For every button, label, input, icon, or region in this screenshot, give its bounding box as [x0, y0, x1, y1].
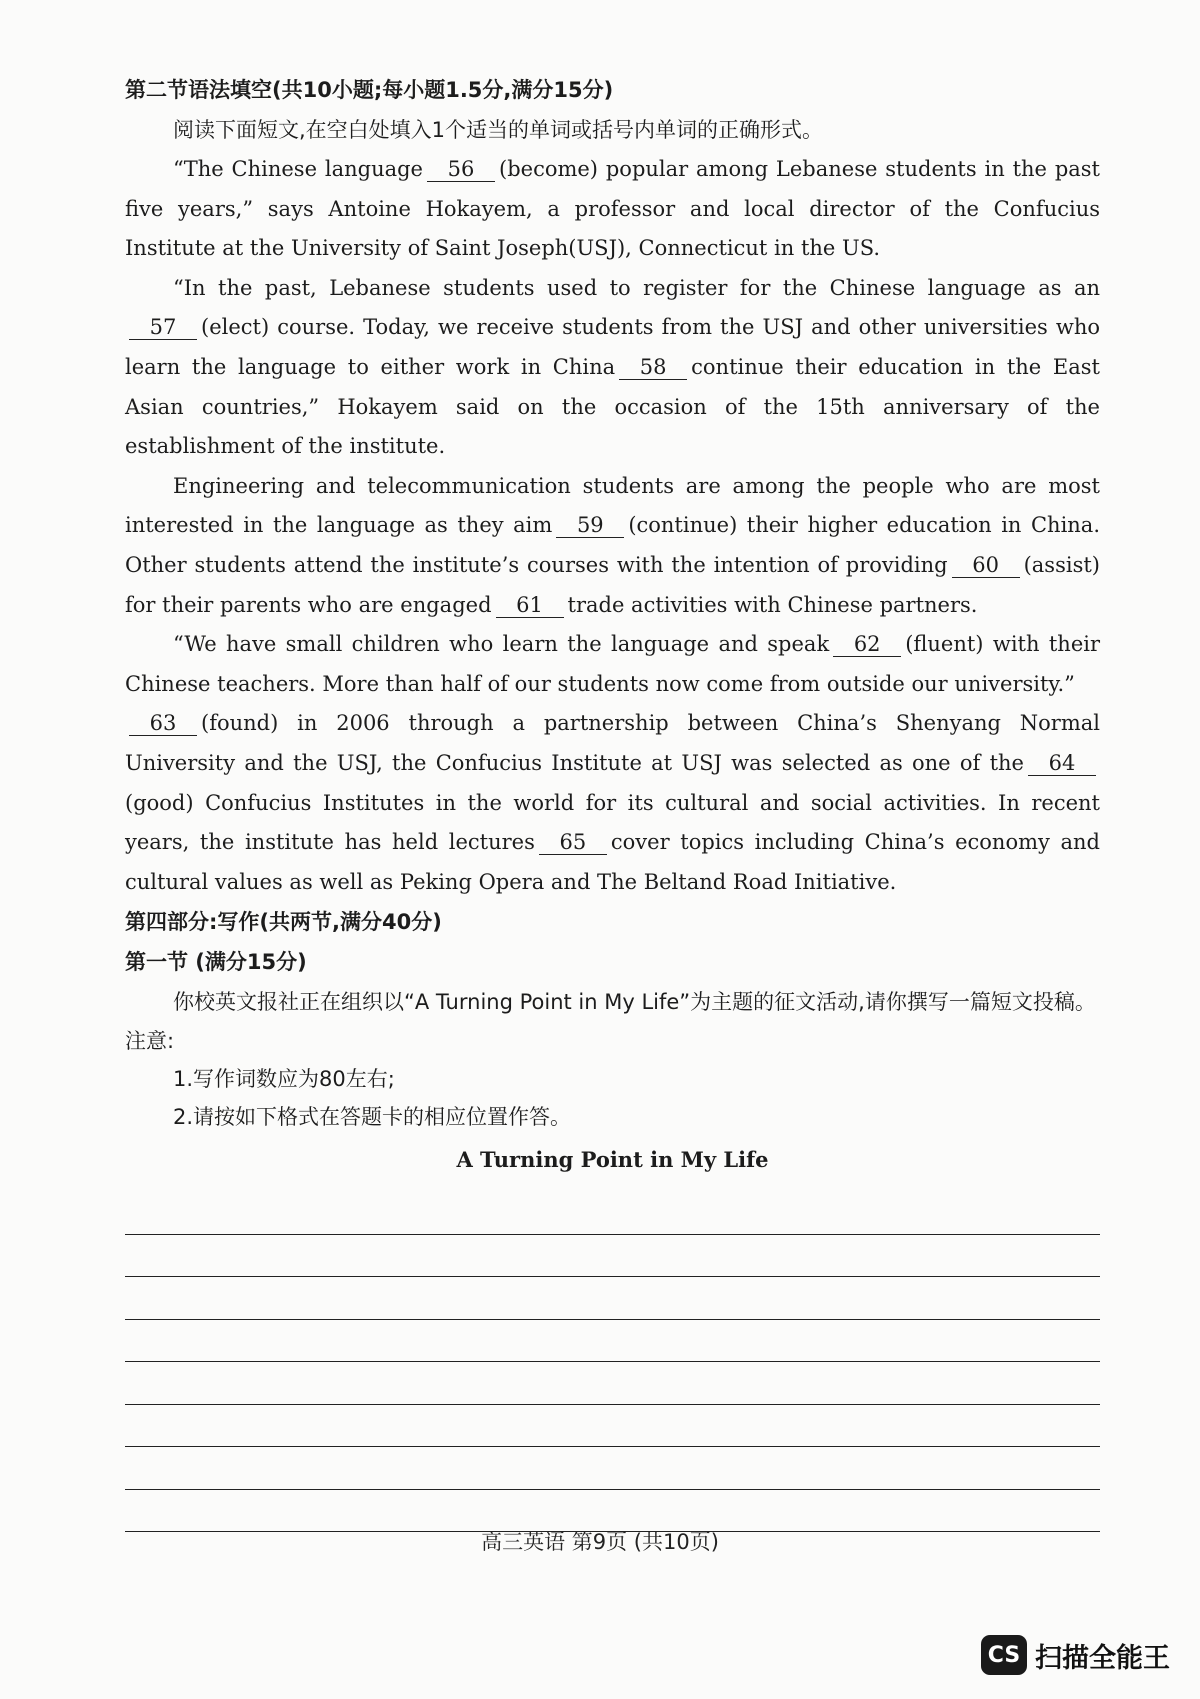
blank-60[interactable]: 60	[952, 553, 1020, 578]
paragraph-text: Engineering and telecommunication students are among the people who are most interested in the language as they aim	[125, 473, 1100, 538]
writing-line[interactable]	[125, 1320, 1100, 1363]
paragraph-text: (continue) their higher education in China. Other students attend the institute’s courses with the intention of providing	[125, 513, 1101, 577]
passage-paragraph-4	[125, 625, 1100, 704]
note-item-1: 1.写作词数应为80左右;	[173, 1067, 395, 1092]
writing-line[interactable]	[125, 1192, 1100, 1235]
paragraph-text: “In the past, Lebanese students used to register for the Chinese language as an	[173, 275, 1100, 300]
blank-63[interactable]: 63	[129, 711, 197, 736]
paragraph-text: (good) Confucius Institutes in the world for its cultural and social activities. In recent years, the institute has held lectures	[125, 790, 1100, 855]
writing-line[interactable]	[125, 1405, 1100, 1448]
cs-logo-icon: CS	[981, 1635, 1027, 1675]
note-label: 注意:	[125, 1029, 175, 1054]
paragraph-text: (fluent) with their Chinese teachers. More than half of our students now come from outside our university.”	[125, 632, 1101, 696]
part4-section1-title: 第一节 (满分15分)	[125, 950, 307, 975]
paragraph-text: continue their education in the East Asian countries,” Hokayem said on the occasion of the 15th anniversary of the establishment of the institute.	[125, 354, 1100, 459]
paragraph-text: (assist) for their parents who are engaged	[125, 552, 1100, 617]
blank-56[interactable]: 56	[427, 157, 495, 182]
section2-title: 第二节语法填空(共10小题;每小题1.5分,满分15分)	[125, 78, 614, 102]
blank-57[interactable]: 57	[129, 315, 197, 340]
blank-61[interactable]: 61	[496, 593, 564, 618]
passage-paragraph-3	[125, 467, 1100, 625]
writing-line[interactable]	[125, 1277, 1100, 1320]
paragraph-text: (elect) course. Today, we receive students from the USJ and other universities who learn the language to either work in China	[125, 315, 1100, 379]
writing-line[interactable]	[125, 1447, 1100, 1490]
passage-paragraph-2	[125, 269, 1100, 467]
blank-64[interactable]: 64	[1028, 751, 1096, 776]
writing-line[interactable]	[125, 1235, 1100, 1278]
blank-58[interactable]: 58	[619, 355, 687, 380]
paragraph-text: “We have small children who learn the language and speak	[173, 632, 830, 657]
passage-paragraph-1	[125, 150, 1100, 269]
blank-65[interactable]: 65	[539, 830, 607, 855]
part4-title: 第四部分:写作(共两节,满分40分)	[125, 910, 442, 935]
blank-62[interactable]: 62	[833, 632, 901, 657]
section2-instruction: 阅读下面短文,在空白处填入1个适当的单词或括号内单词的正确形式。	[173, 118, 824, 142]
note-item-2: 2.请按如下格式在答题卡的相应位置作答。	[173, 1105, 572, 1130]
paragraph-text: cover topics including China’s economy and cultural values as well as Peking Opera and The Beltand Road Initiative.	[125, 830, 1100, 894]
writing-area[interactable]	[125, 1192, 1100, 1532]
watermark-text: 扫描全能王	[1035, 1642, 1170, 1674]
blank-59[interactable]: 59	[556, 513, 624, 538]
paragraph-text: (found) in 2006 through a partnership between China’s Shenyang Normal University and the USJ, the Confucius Institute at USJ was selected as one of the	[125, 711, 1100, 775]
writing-line[interactable]	[125, 1362, 1100, 1405]
passage-paragraph-5	[125, 704, 1100, 902]
page-footer: 高三英语 第9页 (共10页)	[481, 1530, 719, 1554]
page-content	[125, 70, 1100, 1532]
paragraph-text: trade activities with Chinese partners.	[567, 592, 978, 617]
scanner-watermark	[981, 1635, 1170, 1675]
paragraph-text: “The Chinese language	[173, 157, 423, 181]
essay-title: A Turning Point in My Life	[456, 1147, 769, 1173]
writing-prompt: 你校英文报社正在组织以“A Turning Point in My Life”为主题的征文活动,请你撰写一篇短文投稿。	[173, 990, 1096, 1015]
paragraph-text: (become) popular among Lebanese students in the past five years,” says Antoine Hokayem, a professor and local director of the Confucius Institute at the University of Saint Joseph(USJ), Connecticut in the US.	[125, 157, 1100, 261]
